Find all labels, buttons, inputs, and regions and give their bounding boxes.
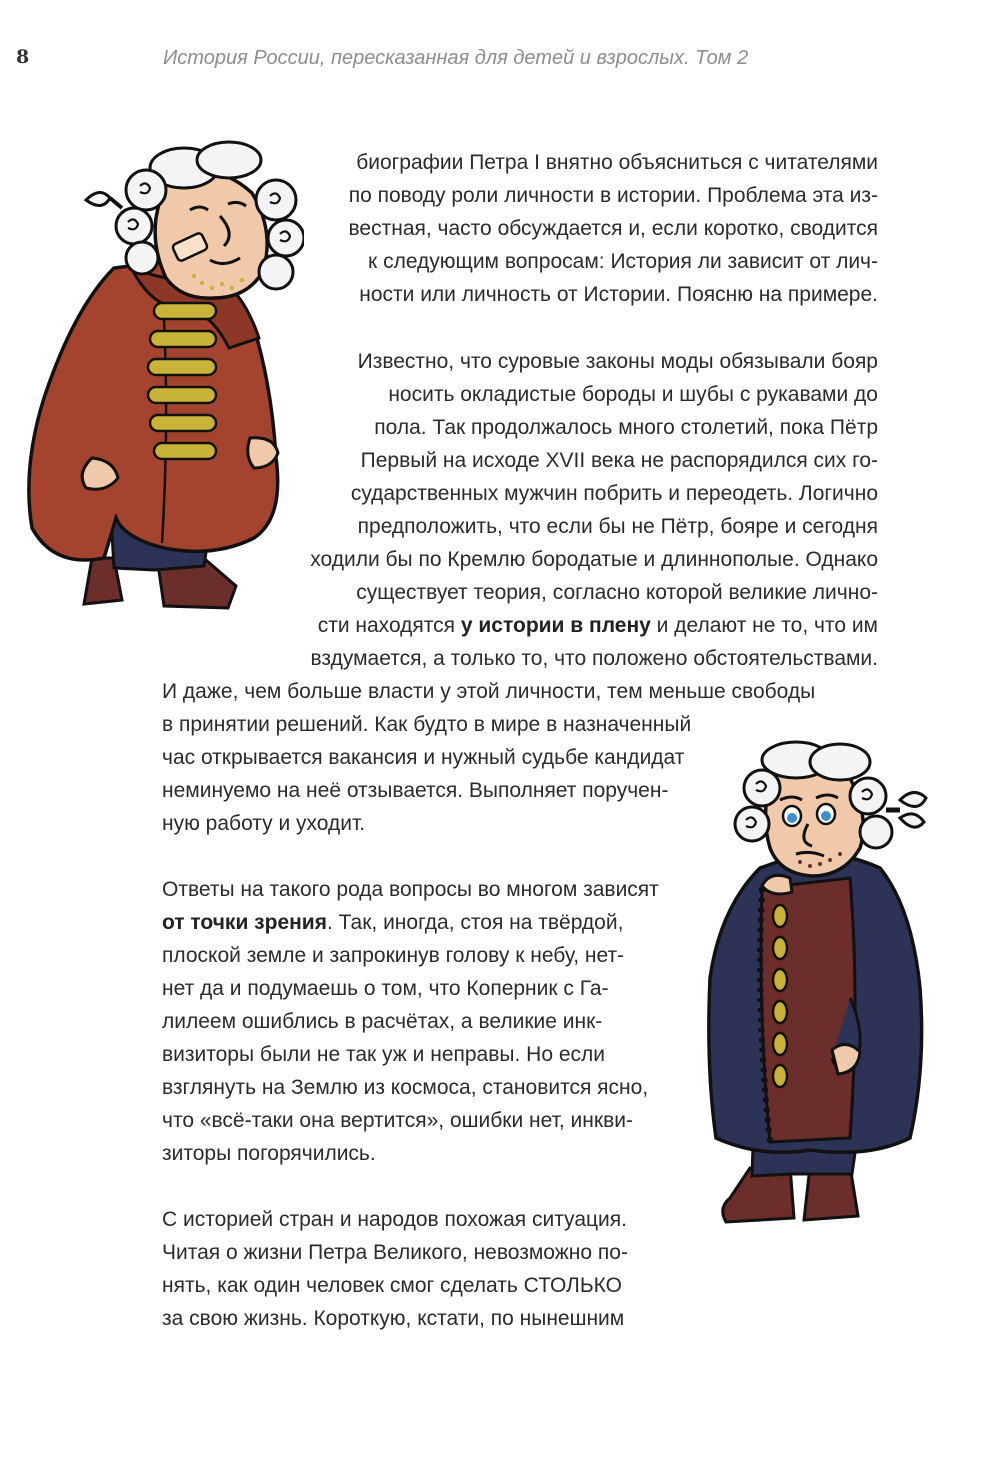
text-line: нет да и подумаешь о том, что Коперник с Га- [162, 977, 609, 1000]
page-number: 8 [16, 46, 30, 68]
text-line: зиторы погорячились. [162, 1142, 376, 1165]
text-line [318, 613, 878, 639]
text-segment: . Так, иногда, стоя на твёрдой, [326, 911, 624, 934]
text-line: вздумается, а только то, что положено обстоятельствами. [310, 647, 878, 670]
text-line: ную работу и уходит. [162, 812, 366, 835]
text-line: предположить, что если бы не Пётр, бояре и сегодня [357, 515, 878, 538]
text-line [162, 910, 623, 936]
text-line: по поводу роли личности в истории. Проблема эта из- [348, 184, 878, 207]
text-line: Известно, что суровые законы моды обязывали бояр [357, 350, 878, 373]
running-title: История России, пересказанная для детей и взрослых. Том 2 [163, 47, 749, 69]
text-line: взглянуть на Землю из космоса, становится ясно, [162, 1076, 649, 1099]
text-line: носить окладистые бороды и шубы с рукавами до [388, 383, 878, 406]
text-line: что «всё-таки она вертится», ошибки нет, инкви- [162, 1109, 633, 1132]
text-line: ходили бы по Кремлю бородатые и длиннополые. Однако [310, 548, 878, 571]
text-line: лилеем ошиблись в расчётах, а великие инк- [162, 1010, 603, 1033]
boyar-in-dark-coat-figure [700, 738, 942, 1234]
emphasis-text: от точки зрения [162, 911, 327, 934]
text-line: сударственных мужчин побрить и переодеть. Логично [350, 482, 878, 505]
text-line: нять, как один человек смог сделать СТОЛЬКО [162, 1274, 622, 1297]
boyar-in-red-coat-figure [14, 138, 304, 614]
text-line: С историей стран и народов похожая ситуация. [162, 1208, 627, 1231]
text-line: час открывается вакансия и нужный судьбе кандидат [162, 746, 685, 769]
text-line: в принятии решений. Как будто в мире в назначенный [162, 713, 692, 736]
text-segment: сти находятся [317, 614, 461, 637]
text-line: Ответы на такого рода вопросы во многом зависят [162, 878, 659, 901]
text-line: биографии Петра I внятно объясниться с читателями [356, 151, 878, 174]
text-line: плоской земле и запрокинув голову к небу, нет- [162, 944, 625, 967]
emphasis-text: у истории в плену [460, 614, 651, 637]
text-segment: и делают не то, что им [650, 614, 878, 637]
text-line: существует теория, согласно которой великие лично- [356, 581, 878, 604]
text-line: Первый на исходе XVII века не распорядился сих го- [360, 449, 878, 472]
text-line: Читая о жизни Петра Великого, невозможно по- [162, 1241, 628, 1264]
text-line: пола. Так продолжалось много столетий, пока Пётр [374, 416, 878, 439]
text-line: И даже, чем больше власти у этой личности, тем меньше свободы [162, 680, 816, 703]
text-line: к следующим вопросам: История ли зависит от лич- [368, 250, 878, 273]
text-line: за свою жизнь. Короткую, кстати, по нынешним [162, 1307, 625, 1330]
text-line: визиторы были не так уж и неправы. Но если [162, 1043, 605, 1066]
text-line: ности или личность от Истории. Поясню на примере. [359, 283, 878, 306]
text-line: вестная, часто обсуждается и, если коротко, сводится [348, 217, 878, 240]
text-line: неминуемо на неё отзывается. Выполняет поручен- [162, 779, 669, 802]
